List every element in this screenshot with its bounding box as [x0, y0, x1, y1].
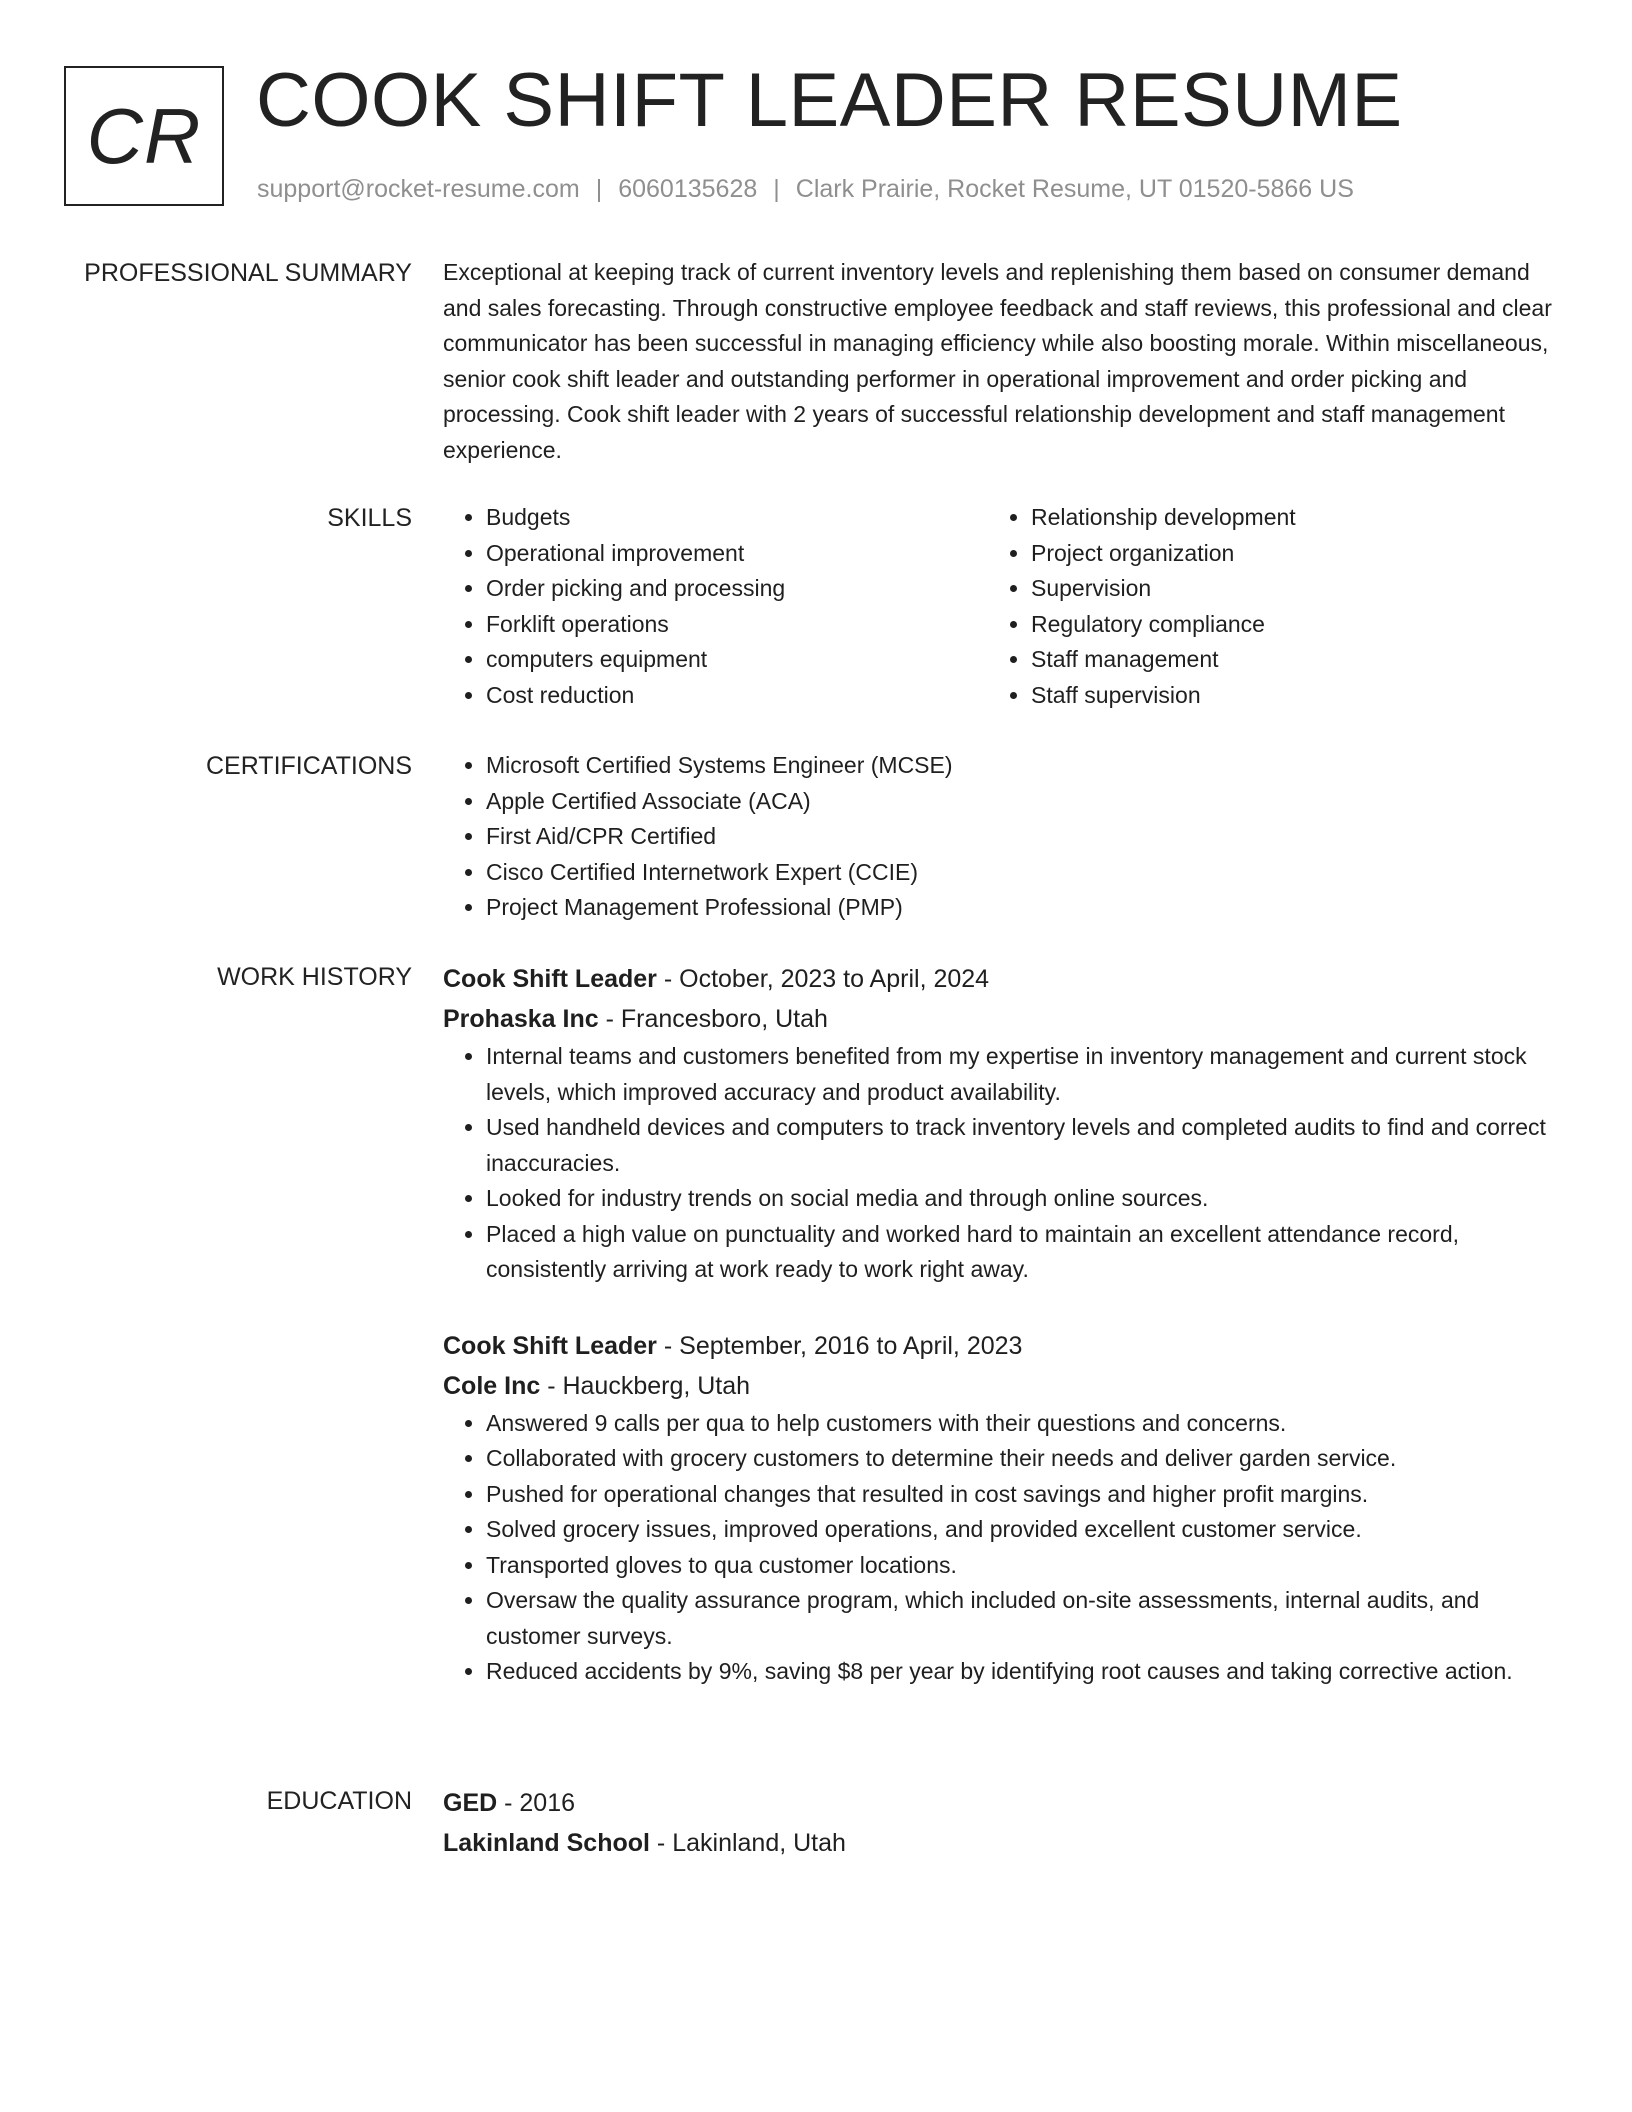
contact-email: support@rocket-resume.com	[257, 175, 580, 203]
list-item: • Apple Certified Associate (ACA)	[486, 784, 1553, 820]
resume-title: COOK SHIFT LEADER RESUME	[256, 58, 1403, 143]
certifications-list	[443, 748, 1553, 926]
skills-grid	[443, 500, 1553, 713]
contact-separator: |	[773, 175, 780, 203]
skills-column-right	[988, 500, 1533, 713]
list-item: • Project Management Professional (PMP)	[486, 890, 1553, 926]
list-item: • Cost reduction	[486, 678, 988, 714]
list-item: • Regulatory compliance	[1031, 607, 1533, 643]
list-item: • Collaborated with grocery customers to determine their needs and deliver garden service.	[486, 1441, 1553, 1477]
skills-list-right	[988, 500, 1533, 713]
skills-column-left	[443, 500, 988, 713]
contact-phone: 6060135628	[618, 175, 758, 203]
education-school: Lakinland School	[443, 1829, 650, 1857]
list-item: • Microsoft Certified Systems Engineer (MCSE)	[486, 748, 1553, 784]
contact-separator: |	[595, 175, 603, 203]
list-item: • computers equipment	[486, 642, 988, 678]
job-company-line	[443, 999, 1553, 1039]
list-item: • Staff supervision	[1031, 678, 1533, 714]
job-company: Prohaska Inc	[443, 1005, 599, 1033]
certifications-body	[443, 748, 1553, 926]
job-title-line	[443, 1326, 1553, 1366]
work-history-body	[443, 959, 1553, 1690]
list-item: • Relationship development	[1031, 500, 1533, 536]
education-label: EDUCATION	[266, 1787, 412, 1815]
list-item: • Used handheld devices and computers to track inventory levels and completed audits to find and correct inaccuracies.	[486, 1110, 1553, 1181]
education-degree: GED	[443, 1789, 498, 1817]
job-location: - Francesboro, Utah	[598, 1005, 828, 1033]
job-title-line	[443, 959, 1553, 999]
job-dates: - October, 2023 to April, 2024	[656, 965, 990, 993]
education-year: - 2016	[497, 1789, 576, 1817]
summary-text: Exceptional at keeping track of current inventory levels and replenishing them based on consumer demand and sales forecasting. Through constructive employee feedback and staff reviews, this professional and clear communicator has been successful in managing efficiency while also boosting morale. Within miscellaneous, senior cook shift leader and outstanding performer in operational improvement and order picking and processing. Cook shift leader with 2 years of successful relationship development and staff management experience.	[443, 259, 1552, 463]
list-item: • Budgets	[486, 500, 988, 536]
job-dates: - September, 2016 to April, 2023	[656, 1331, 1023, 1360]
list-item: • Order picking and processing	[486, 571, 988, 607]
skills-body	[443, 500, 1553, 713]
list-item: • Oversaw the quality assurance program, which included on-site assessments, internal audits, and customer surveys.	[486, 1583, 1553, 1654]
skills-list-left	[443, 500, 988, 713]
contact-address: Clark Prairie, Rocket Resume, UT 01520-5866 US	[795, 175, 1354, 203]
summary-label: PROFESSIONAL SUMMARY	[84, 259, 412, 287]
list-item: • Looked for industry trends on social media and through online sources.	[486, 1181, 1553, 1217]
contact-line	[257, 174, 1354, 204]
education-body	[443, 1783, 1553, 1863]
list-item: • Cisco Certified Internetwork Expert (CCIE)	[486, 855, 1553, 891]
summary-body	[443, 255, 1553, 468]
list-item: • Transported gloves to qua customer locations.	[486, 1548, 1553, 1584]
job-location: - Hauckberg, Utah	[540, 1371, 751, 1400]
list-item: • Operational improvement	[486, 536, 988, 572]
job-company-line	[443, 1366, 1553, 1406]
monogram-text: CR	[86, 91, 202, 180]
job-title: Cook Shift Leader	[443, 1331, 657, 1360]
list-item: • Placed a high value on punctuality and worked hard to maintain an excellent attendance record, consistently arriving at work ready to work right away.	[486, 1217, 1553, 1288]
list-item: • Supervision	[1031, 571, 1533, 607]
list-item: • Solved grocery issues, improved operations, and provided excellent customer service.	[486, 1512, 1553, 1548]
education-school-line	[443, 1823, 1553, 1863]
monogram	[64, 66, 224, 206]
list-item: • First Aid/CPR Certified	[486, 819, 1553, 855]
education-location: - Lakinland, Utah	[649, 1829, 846, 1857]
work-history-label: WORK HISTORY	[217, 963, 412, 991]
list-item: • Project organization	[1031, 536, 1533, 572]
job-bullets	[443, 1039, 1553, 1288]
list-item: • Answered 9 calls per qua to help customers with their questions and concerns.	[486, 1406, 1553, 1442]
job-entry	[443, 959, 1553, 1288]
job-company: Cole Inc	[443, 1371, 541, 1400]
job-entry	[443, 1326, 1553, 1690]
certifications-label: CERTIFICATIONS	[205, 752, 412, 780]
skills-label: SKILLS	[327, 504, 412, 532]
list-item: • Staff management	[1031, 642, 1533, 678]
job-title: Cook Shift Leader	[443, 965, 657, 993]
list-item: • Internal teams and customers benefited from my expertise in inventory management and current stock levels, which improved accuracy and product availability.	[486, 1039, 1553, 1110]
list-item: • Forklift operations	[486, 607, 988, 643]
list-item: • Reduced accidents by 9%, saving $8 per year by identifying root causes and taking corrective action.	[486, 1654, 1553, 1690]
list-item: • Pushed for operational changes that resulted in cost savings and higher profit margins.	[486, 1477, 1553, 1513]
education-degree-line	[443, 1783, 1553, 1823]
job-bullets	[443, 1406, 1553, 1690]
